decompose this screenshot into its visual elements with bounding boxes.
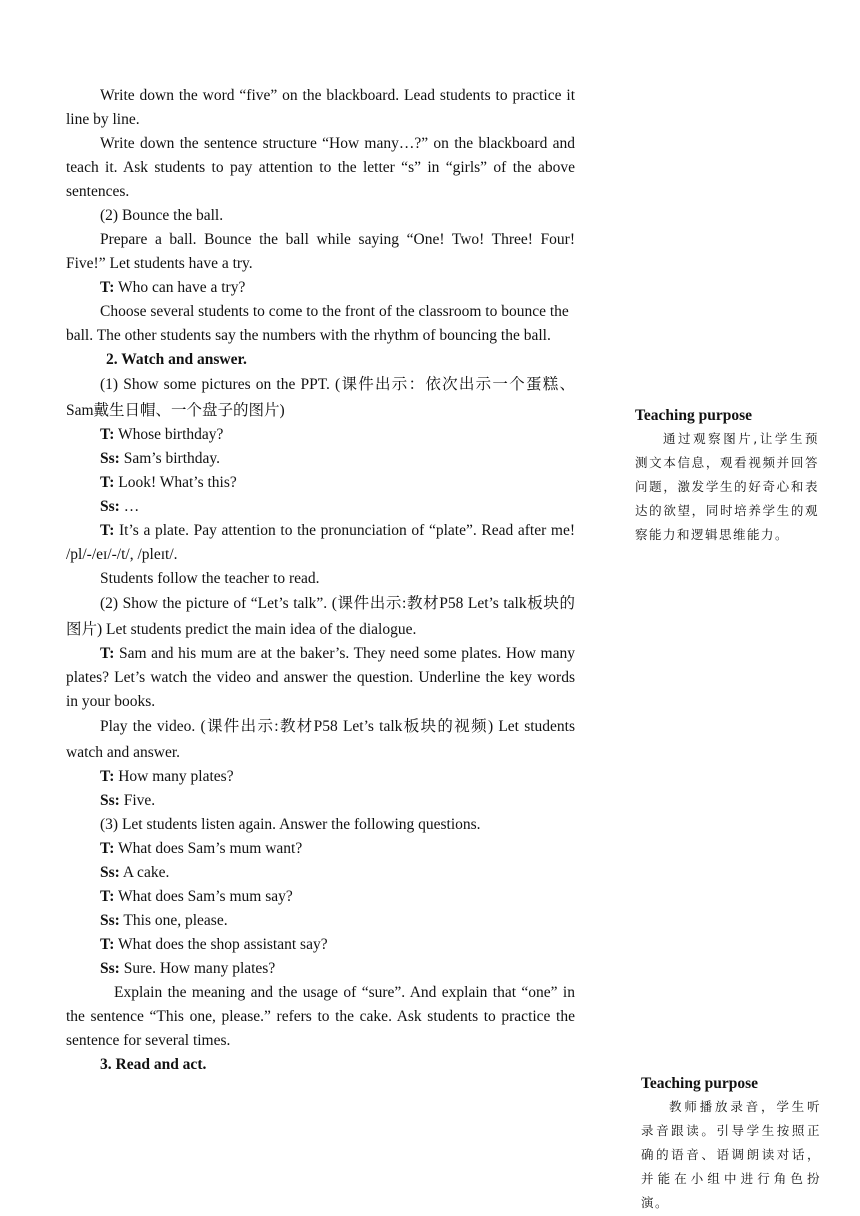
dialogue-line: T: What does the shop assistant say? <box>100 936 328 953</box>
speaker-label: Ss: <box>100 450 120 467</box>
dialogue-line: T: Sam and his mum are at the baker’s. They need some plates. How many plates? Let’s watch the video and answer the question. Underline the key words in your books. <box>66 645 575 710</box>
paragraph: (2) Show the picture of “Let’s talk”. (课件出示:教材P58 Let’s talk板块的图片) Let students predict the main idea of the dialogue. <box>66 595 575 638</box>
paragraph: Play the video. (课件出示:教材P58 Let’s talk板块的视频) Let students watch and answer. <box>66 718 575 761</box>
dialogue-line: Ss: A cake. <box>100 864 170 881</box>
dialogue-line: T: Who can have a try? <box>100 279 246 296</box>
speaker-label: T: <box>100 426 115 443</box>
speaker-label: Ss: <box>100 498 120 515</box>
paragraph: Write down the word “five” on the blackboard. Lead students to practice it line by line. <box>66 87 575 128</box>
dialogue-line: Ss: Sam’s birthday. <box>100 450 220 467</box>
dialogue-line: Ss: Five. <box>100 792 156 809</box>
note-text: 教师播放录音，学生听录音跟读。引导学生按照正确的语音、语调朗读对话，并能在小组中进行角色扮演。 <box>641 1099 821 1210</box>
paragraph: Choose several students to come to the front of the classroom to bounce the ball. The other students say the numbers with the rhythm of bouncing the ball. <box>66 303 569 344</box>
dialogue-line: T: What does Sam’s mum say? <box>100 888 293 905</box>
speaker-label: T: <box>100 522 115 539</box>
dialogue-line: T: Look! What’s this? <box>100 474 237 491</box>
speaker-label: T: <box>100 474 115 491</box>
speaker-label: T: <box>100 645 115 662</box>
speaker-label: T: <box>100 768 115 785</box>
dialogue-line: T: How many plates? <box>100 768 234 785</box>
speaker-label: T: <box>100 279 115 296</box>
dialogue-line: T: It’s a plate. Pay attention to the pronunciation of “plate”. Read after me! /pl/-/eɪ/-/t/, /pleɪt/. <box>66 522 575 563</box>
section-heading: 2. Watch and answer. <box>106 351 247 368</box>
speaker-label: T: <box>100 888 115 905</box>
paragraph: Prepare a ball. Bounce the ball while saying “One! Two! Three! Four! Five!” Let students have a try. <box>66 231 575 272</box>
dialogue-line: T: What does Sam’s mum want? <box>100 840 303 857</box>
teaching-purpose-note <box>635 405 819 547</box>
speaker-label: T: <box>100 936 115 953</box>
dialogue-line: Ss: This one, please. <box>100 912 228 929</box>
dialogue-line: T: Whose birthday? <box>100 426 224 443</box>
paragraph: (1) Show some pictures on the PPT. (课件出示：依次出示一个蛋糕、Sam戴生日帽、一个盘子的图片) <box>66 376 575 419</box>
section-heading: 3. Read and act. <box>100 1056 207 1073</box>
step-heading: (3) Let students listen again. Answer the following questions. <box>100 816 481 833</box>
speaker-label: Ss: <box>100 792 120 809</box>
lesson-procedure-column <box>66 84 575 1077</box>
note-heading: Teaching purpose <box>635 407 752 424</box>
teaching-purpose-note <box>641 1073 821 1215</box>
speaker-label: Ss: <box>100 960 120 977</box>
note-text: 通过观察图片,让学生预测文本信息，观看视频并回答问题，激发学生的好奇心和表达的欲望，同时培养学生的观察能力和逻辑思维能力。 <box>635 431 819 542</box>
speaker-label: Ss: <box>100 864 120 881</box>
speaker-label: T: <box>100 840 115 857</box>
paragraph: Explain the meaning and the usage of “sure”. And explain that “one” in the sentence “This one, please.” refers to the cake. Ask students to practice the sentence for several times. <box>66 984 575 1049</box>
step-heading: (2) Bounce the ball. <box>100 207 224 224</box>
paragraph: Write down the sentence structure “How many…?” on the blackboard and teach it. Ask students to pay attention to the letter “s” in “girls” of the above sentences. <box>66 135 575 200</box>
speaker-label: Ss: <box>100 912 120 929</box>
dialogue-line: Ss: Sure. How many plates? <box>100 960 276 977</box>
dialogue-line: Ss: … <box>100 498 140 515</box>
note-heading: Teaching purpose <box>641 1075 758 1092</box>
paragraph: Students follow the teacher to read. <box>100 570 320 587</box>
